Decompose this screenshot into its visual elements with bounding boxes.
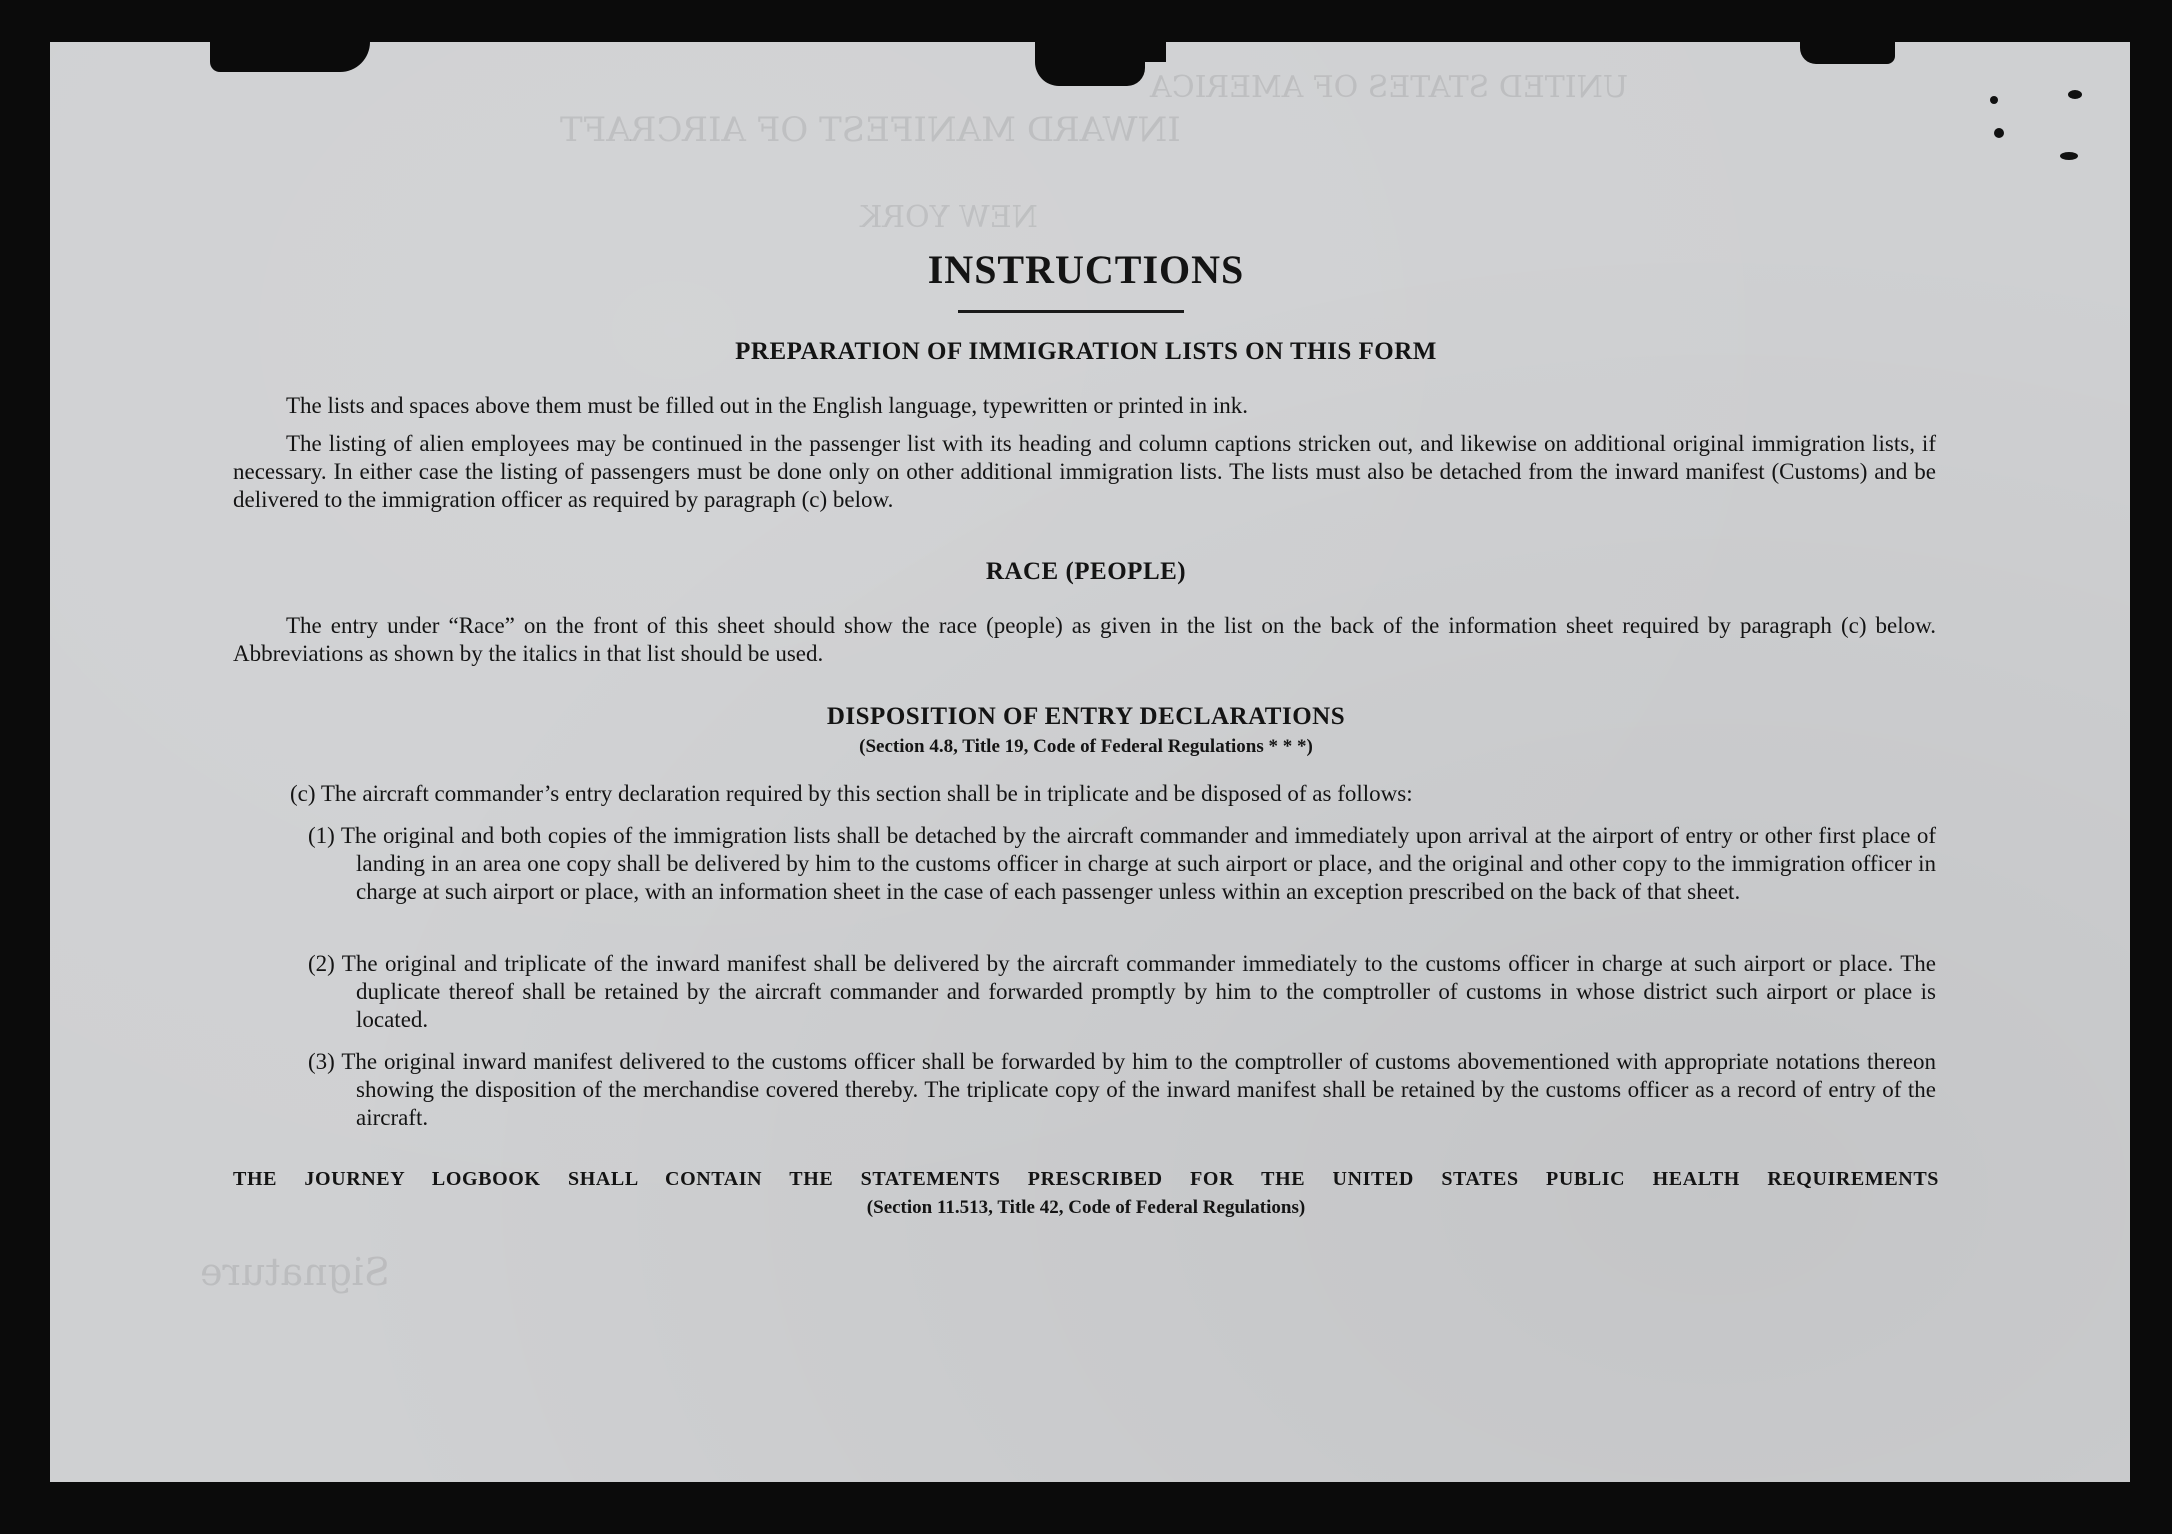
- heading-race: RACE (PEOPLE): [985, 558, 1187, 585]
- bleed-through-text: INWARD MANIFEST OF AIRCRAFT: [560, 110, 1181, 150]
- paragraph-disposition-intro: (c) The aircraft commander’s entry declaration required by this section shall be in triplicate and be disposed of as follows:: [290, 781, 1413, 806]
- list-item: (1) The original and both copies of the immigration lists shall be detached by the aircraft commander and immediately upon arrival at the airport of entry or other first place of landing in an area one copy shall be delivered by him to the customs officer in charge at such airport or place, and the original and other copy to the immigration officer in charge at such airport or place, with an information sheet in the case of each passenger unless within an exception prescribed on the back of that sheet.: [308, 823, 1936, 904]
- torn-edge: [1035, 38, 1145, 86]
- torn-edge: [1800, 38, 1895, 64]
- speck: [2068, 90, 2082, 99]
- footer-citation: (Section 11.513, Title 42, Code of Federal Regulations): [866, 1197, 1306, 1218]
- bleed-through-text: NEW YORK: [860, 200, 1038, 235]
- heading-preparation: PREPARATION OF IMMIGRATION LISTS ON THIS FORM: [735, 338, 1437, 365]
- torn-edge: [210, 38, 370, 72]
- paragraph-preparation-1: The lists and spaces above them must be filled out in the English language, typewritten or printed in ink.: [286, 393, 1248, 418]
- list-item: (3) The original inward manifest delivered to the customs officer shall be forwarded by him to the comptroller of customs abovementioned with appropriate notations thereon showing the disposition of the merchandise covered thereby. The triplicate copy of the inward manifest shall be retained by the customs officer as a record of entry of the aircraft.: [308, 1049, 1936, 1130]
- list-item: (2) The original and triplicate of the inward manifest shall be delivered by the aircraft commander immediately to the customs officer in charge at such airport or place. The duplicate thereof shall be retained by the aircraft commander and forwarded promptly by him to the comptroller of customs in whose district such airport or place is located.: [308, 951, 1936, 1032]
- heading-disposition: DISPOSITION OF ENTRY DECLARATIONS: [826, 703, 1346, 730]
- footer-statement: THE JOURNEY LOGBOOK SHALL CONTAIN THE STATEMENTS PRESCRIBED FOR THE UNITED STATES PUBLIC HEALTH REQUIREMENTS: [233, 1168, 1939, 1190]
- bleed-through-text: Signature: [200, 1250, 391, 1294]
- subheading-disposition: (Section 4.8, Title 19, Code of Federal Regulations * * *): [859, 736, 1313, 757]
- paragraph-race: The entry under “Race” on the front of this sheet should show the race (people) as given in the list on the back of the information sheet required by paragraph (c) below. Abbreviations as shown by the italics in that list should be used.: [233, 613, 1936, 666]
- title-underline: [958, 310, 1184, 313]
- speck: [1990, 96, 1998, 104]
- speck: [1994, 128, 2004, 138]
- speck: [2060, 152, 2078, 160]
- paragraph-preparation-2: The listing of alien employees may be continued in the passenger list with its heading and column captions stricken out, and likewise on additional original immigration lists, if necessary. In either case the listing of passengers must be done only on other additional immigration lists. The lists must also be detached from the inward manifest (Customs) and be delivered to the immigration officer as required by paragraph (c) below.: [233, 431, 1936, 512]
- bleed-through-text: UNITED STATES OF AMERICA: [1150, 70, 1629, 105]
- page-title: INSTRUCTIONS: [927, 247, 1245, 292]
- torn-edge: [1136, 38, 1166, 62]
